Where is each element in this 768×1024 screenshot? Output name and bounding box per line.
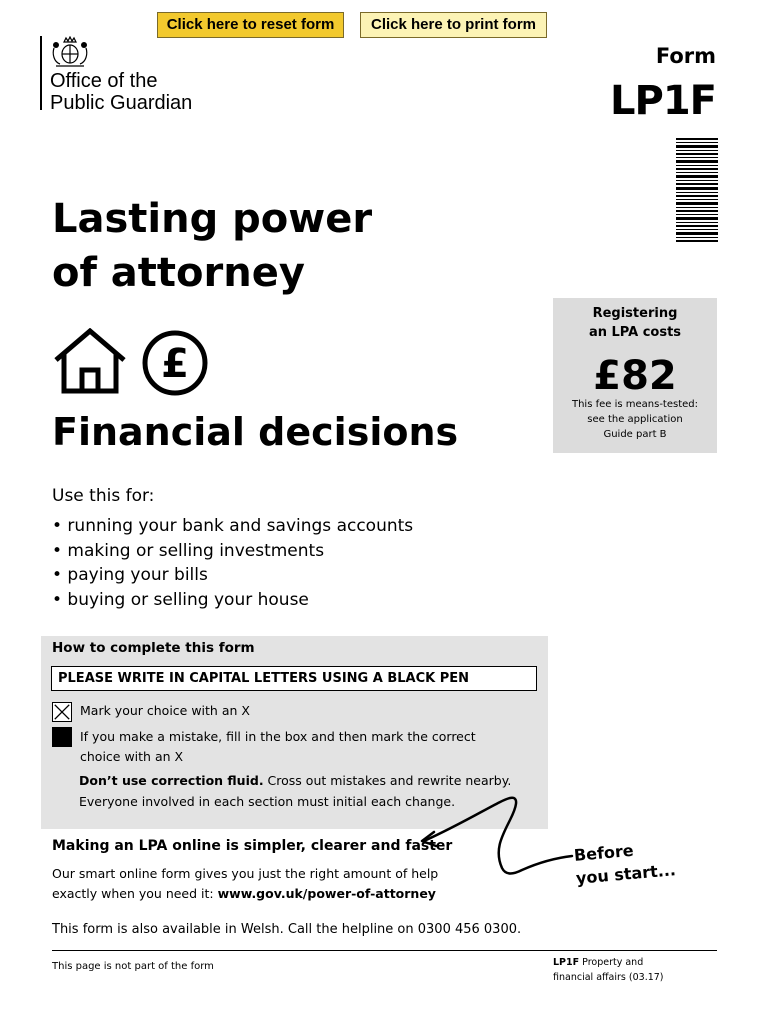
fee-note-line-3: Guide part B bbox=[603, 429, 667, 440]
fee-heading-line-2: an LPA costs bbox=[588, 325, 682, 340]
fee-panel bbox=[553, 298, 717, 453]
fee-note-line-2: see the application bbox=[587, 414, 683, 425]
logo-divider bbox=[40, 36, 42, 110]
filled-checkbox-icon bbox=[52, 727, 72, 747]
before-line-1: Before bbox=[573, 840, 635, 865]
footer-note: This page is not part of the form bbox=[52, 961, 214, 972]
footer-form-info bbox=[553, 955, 664, 985]
form-code: LP1F bbox=[610, 78, 716, 124]
online-text bbox=[52, 864, 462, 904]
pound-icon bbox=[140, 330, 210, 396]
fee-note bbox=[553, 397, 717, 442]
organisation-line-2: Public Guardian bbox=[50, 92, 193, 114]
online-text-prefix: exactly when you need it: bbox=[52, 886, 218, 901]
fee-heading-line-1: Registering bbox=[592, 306, 678, 321]
form-subtitle: Financial decisions bbox=[52, 410, 459, 454]
barcode-icon bbox=[676, 138, 718, 242]
organisation-name bbox=[50, 70, 192, 114]
correction-line bbox=[79, 770, 519, 791]
crest-icon bbox=[50, 36, 90, 70]
crossed-checkbox-icon bbox=[52, 702, 72, 722]
list-item: • running your bank and savings accounts bbox=[52, 516, 414, 536]
list-item: • buying or selling your house bbox=[52, 589, 309, 610]
instructions-title: How to complete this form bbox=[52, 640, 255, 656]
mistake-line-1: If you make a mistake, fill in the box and then mark the correct bbox=[80, 729, 476, 744]
capital-letters-notice: PLEASE WRITE IN CAPITAL LETTERS USING A BLACK PEN bbox=[51, 666, 537, 691]
online-text-line-2 bbox=[52, 884, 462, 904]
footer-divider bbox=[52, 950, 717, 951]
before-line-2: you start... bbox=[575, 860, 677, 888]
footer-desc-2: financial affairs (03.17) bbox=[553, 972, 664, 983]
footer-form-code: LP1F bbox=[553, 957, 580, 968]
mistake-instruction bbox=[80, 727, 500, 767]
correction-fluid-warning: Don’t use correction fluid. bbox=[79, 773, 264, 788]
print-form-button[interactable]: Click here to print form bbox=[360, 12, 547, 38]
fee-note-line-1: This fee is means-tested: bbox=[571, 399, 699, 410]
initial-instruction: Everyone involved in each section must initial each change. bbox=[79, 794, 456, 809]
before-you-start-note bbox=[573, 834, 697, 890]
title-line-1: Lasting power bbox=[52, 196, 373, 242]
use-intro: Use this for: bbox=[52, 486, 155, 506]
welsh-notice: This form is also available in Welsh. Call the helpline on 0300 456 0300. bbox=[52, 922, 522, 937]
online-text-line-1: Our smart online form gives you just the right amount of help bbox=[52, 866, 439, 881]
arrow-icon bbox=[410, 790, 580, 880]
mistake-line-2: choice with an X bbox=[80, 749, 184, 764]
correction-fluid-rest: Cross out mistakes and rewrite nearby. bbox=[263, 773, 512, 788]
footer-desc-1: Property and bbox=[579, 957, 644, 968]
form-label: Form bbox=[655, 44, 716, 68]
house-icon bbox=[52, 328, 128, 394]
list-item: • paying your bills bbox=[52, 565, 208, 585]
online-heading: Making an LPA online is simpler, clearer and faster bbox=[52, 838, 453, 854]
mark-instruction: Mark your choice with an X bbox=[80, 703, 250, 718]
online-url-link[interactable]: www.gov.uk/power-of-attorney bbox=[217, 886, 436, 901]
use-list bbox=[52, 514, 413, 612]
footer-line-1 bbox=[553, 955, 664, 970]
title-line-2: of attorney bbox=[52, 250, 305, 296]
list-item: • making or selling investments bbox=[52, 540, 325, 561]
svg-text:£: £ bbox=[161, 341, 189, 387]
organisation-line-1: Office of the bbox=[50, 70, 158, 92]
reset-form-button[interactable]: Click here to reset form bbox=[157, 12, 344, 38]
fee-heading bbox=[553, 304, 717, 342]
page-title bbox=[52, 192, 372, 300]
fee-amount: £82 bbox=[593, 353, 677, 399]
